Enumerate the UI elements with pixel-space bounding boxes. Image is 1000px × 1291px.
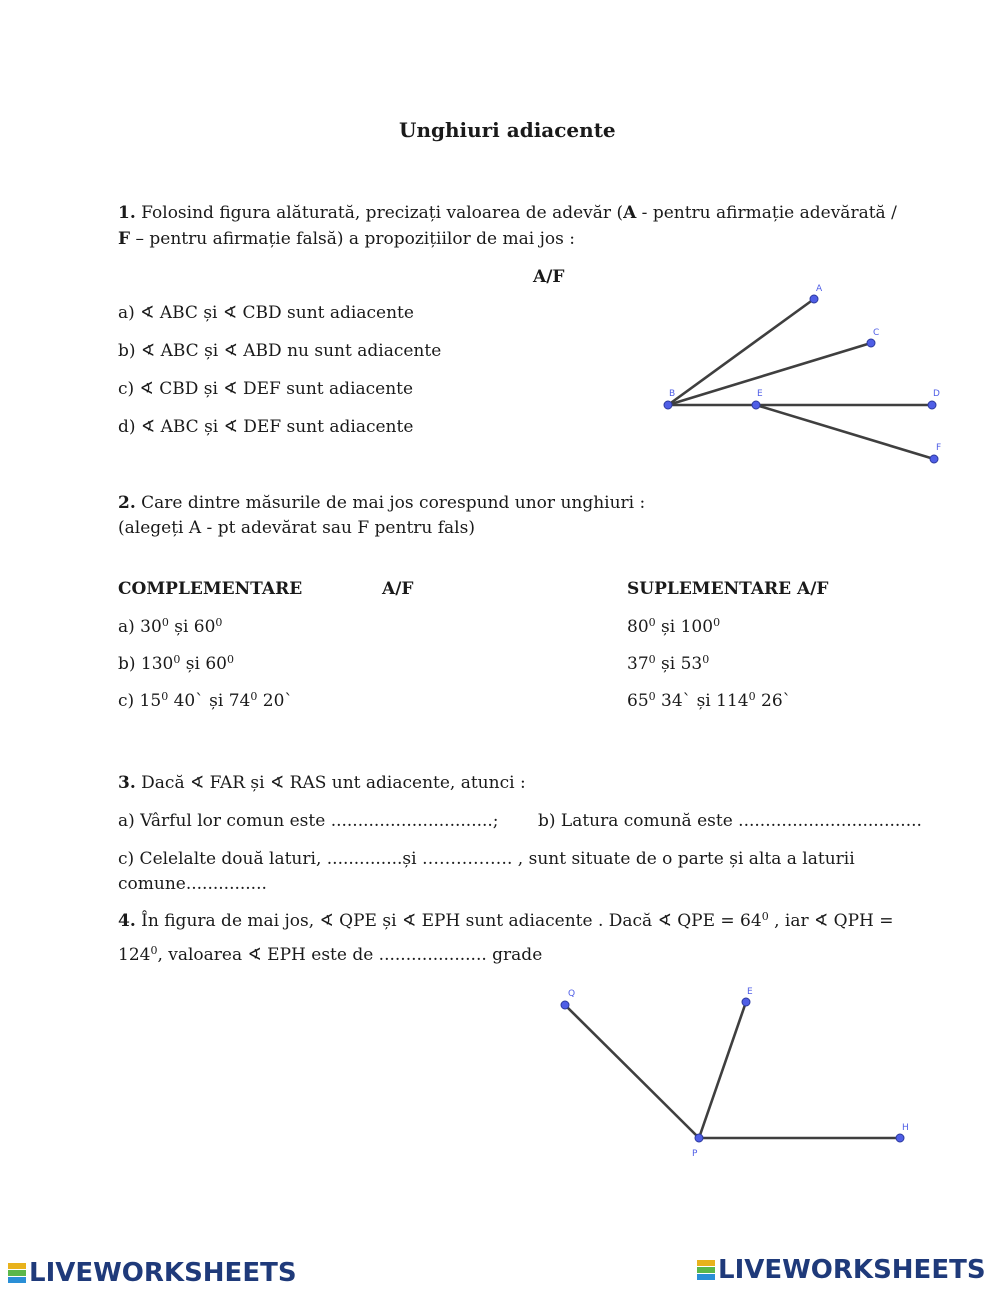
q1-item-b: b) ∢ ABC și ∢ ABD nu sunt adiacente <box>118 341 442 361</box>
q4-text-2a: 124 <box>118 945 151 965</box>
q2-right-b-1: 37 <box>627 654 649 674</box>
q4-text-2b: , valoarea ∢ EPH este de .................... grade <box>157 945 543 965</box>
q2-left-row-a <box>118 616 222 638</box>
point-q <box>561 1001 569 1009</box>
ray-ba <box>668 299 814 405</box>
q4-line1 <box>118 910 894 932</box>
point-f <box>930 455 938 463</box>
q1-text-1: Folosind figura alăturată, precizați valoarea de adevăr ( <box>135 203 624 223</box>
label-f: F <box>936 443 942 453</box>
deg-sup: 0 <box>150 944 158 957</box>
q4-text-1b: , iar ∢ QPH = <box>768 911 894 931</box>
point-e <box>752 401 760 409</box>
logo-mark-bar <box>8 1277 26 1283</box>
deg-sup: 0 <box>161 690 169 703</box>
liveworksheets-logo-left <box>8 1258 297 1288</box>
q2-left-c-2: 40` și 74 <box>168 691 251 711</box>
ray-bc <box>668 343 871 405</box>
q1-af-header: A/F <box>533 267 565 287</box>
q2-col1-af: A/F <box>382 579 414 599</box>
q2-right-c-1: 65 <box>627 691 649 711</box>
q2-col2-header: SUPLEMENTARE A/F <box>627 579 829 599</box>
logo-text: LIVEWORKSHEETS <box>29 1258 297 1288</box>
q2-left-b-2: și 60 <box>180 654 227 674</box>
q2-left-a-1: a) 30 <box>118 617 162 637</box>
q1-figure <box>650 280 950 470</box>
logo-text: LIVEWORKSHEETS <box>718 1255 986 1285</box>
page-title: Unghiuri adiacente <box>399 118 616 142</box>
q2-text-1: Care dintre măsurile de mai jos corespund unor unghiuri : <box>135 493 646 513</box>
point-b <box>664 401 672 409</box>
label-e2: E <box>747 987 753 997</box>
deg-sup: 0 <box>215 616 223 629</box>
deg-sup: 0 <box>250 690 258 703</box>
q2-right-row-b <box>627 653 709 675</box>
point-e2 <box>742 998 750 1006</box>
deg-sup: 0 <box>648 653 656 666</box>
q2-left-c-3: 20` <box>257 691 293 711</box>
q3-number: 3. <box>118 773 136 793</box>
q4-number: 4. <box>118 911 136 931</box>
deg-sup: 0 <box>173 653 181 666</box>
q1-item-c: c) ∢ CBD și ∢ DEF sunt adiacente <box>118 379 414 399</box>
q2-left-b-1: b) 130 <box>118 654 174 674</box>
q2-right-row-a <box>627 616 720 638</box>
deg-sup: 0 <box>161 616 169 629</box>
q1-number: 1. <box>118 203 136 223</box>
q2-right-a-2: și 100 <box>655 617 714 637</box>
logo-mark-bar <box>697 1267 715 1273</box>
label-d: D <box>933 389 940 399</box>
logo-mark-bar <box>697 1260 715 1266</box>
label-a: A <box>816 284 823 294</box>
q3-intro <box>118 772 526 794</box>
q2-left-row-c <box>118 690 293 712</box>
q4-text-1: În figura de mai jos, ∢ QPE și ∢ EPH sunt adiacente . Dacă ∢ QPE = 64 <box>135 911 762 931</box>
logo-mark-bar <box>697 1274 715 1280</box>
q2-right-b-2: și 53 <box>655 654 703 674</box>
q2-left-a-2: și 60 <box>168 617 216 637</box>
logo-mark-bar <box>8 1270 26 1276</box>
q2-right-row-c <box>627 690 791 712</box>
deg-sup: 0 <box>226 653 234 666</box>
ray-pq <box>565 1005 699 1138</box>
point-a <box>810 295 818 303</box>
deg-sup: 0 <box>748 690 756 703</box>
q1-text-1b: - pentru afirmație adevărată / <box>636 203 897 223</box>
ray-pe <box>699 1002 746 1138</box>
logo-mark-bar <box>8 1263 26 1269</box>
q1-item-d: d) ∢ ABC și ∢ DEF sunt adiacente <box>118 417 414 437</box>
deg-sup: 0 <box>761 910 769 923</box>
q2-number: 2. <box>118 493 136 513</box>
point-c <box>867 339 875 347</box>
q1-item-a: a) ∢ ABC și ∢ CBD sunt adiacente <box>118 303 414 323</box>
liveworksheets-mark-icon <box>697 1260 715 1280</box>
q2-col1-header: COMPLEMENTARE <box>118 579 303 599</box>
q2-line1 <box>118 492 645 514</box>
deg-sup: 0 <box>648 616 656 629</box>
q2-left-row-b <box>118 653 234 675</box>
deg-sup: 0 <box>648 690 656 703</box>
q2-right-a-1: 80 <box>627 617 649 637</box>
liveworksheets-logo-right <box>697 1255 986 1285</box>
q3-item-c-line2: comune............... <box>118 874 267 894</box>
point-p <box>695 1134 703 1142</box>
label-q: Q <box>568 989 576 999</box>
q2-right-c-3: 26` <box>755 691 792 711</box>
q2-line2: (alegeți A - pt adevărat sau F pentru fals) <box>118 518 475 538</box>
q4-line2 <box>118 944 542 966</box>
q1-line1 <box>118 202 897 224</box>
ray-ef <box>756 405 934 459</box>
q1-text-2: – pentru afirmație falsă) a propozițiilor de mai jos : <box>130 229 575 249</box>
q4-figure <box>550 980 930 1160</box>
q3-intro-text: Dacă ∢ FAR și ∢ RAS unt adiacente, atunci : <box>135 773 526 793</box>
deg-sup: 0 <box>702 653 710 666</box>
q3-item-a: a) Vârful lor comun este ..............................; <box>118 811 499 831</box>
q2-right-c-2: 34` și 114 <box>655 691 749 711</box>
point-d <box>928 401 936 409</box>
label-h: H <box>902 1123 909 1133</box>
q3-item-b: b) Latura comună este .................................. <box>538 811 922 831</box>
q3-item-c-line1: c) Celelalte două laturi, ..............și ……………. , sunt situate de o parte și alta a laturii <box>118 849 855 869</box>
label-e: E <box>757 389 763 399</box>
label-b: B <box>669 389 676 399</box>
q1-line2 <box>118 228 575 250</box>
label-p: P <box>692 1149 698 1159</box>
liveworksheets-mark-icon <box>8 1263 26 1283</box>
q2-left-c-1: c) 15 <box>118 691 162 711</box>
point-h <box>896 1134 904 1142</box>
label-c: C <box>873 328 880 338</box>
q1-bold-a: A <box>623 203 637 223</box>
deg-sup: 0 <box>713 616 721 629</box>
q1-bold-f: F <box>118 229 131 249</box>
